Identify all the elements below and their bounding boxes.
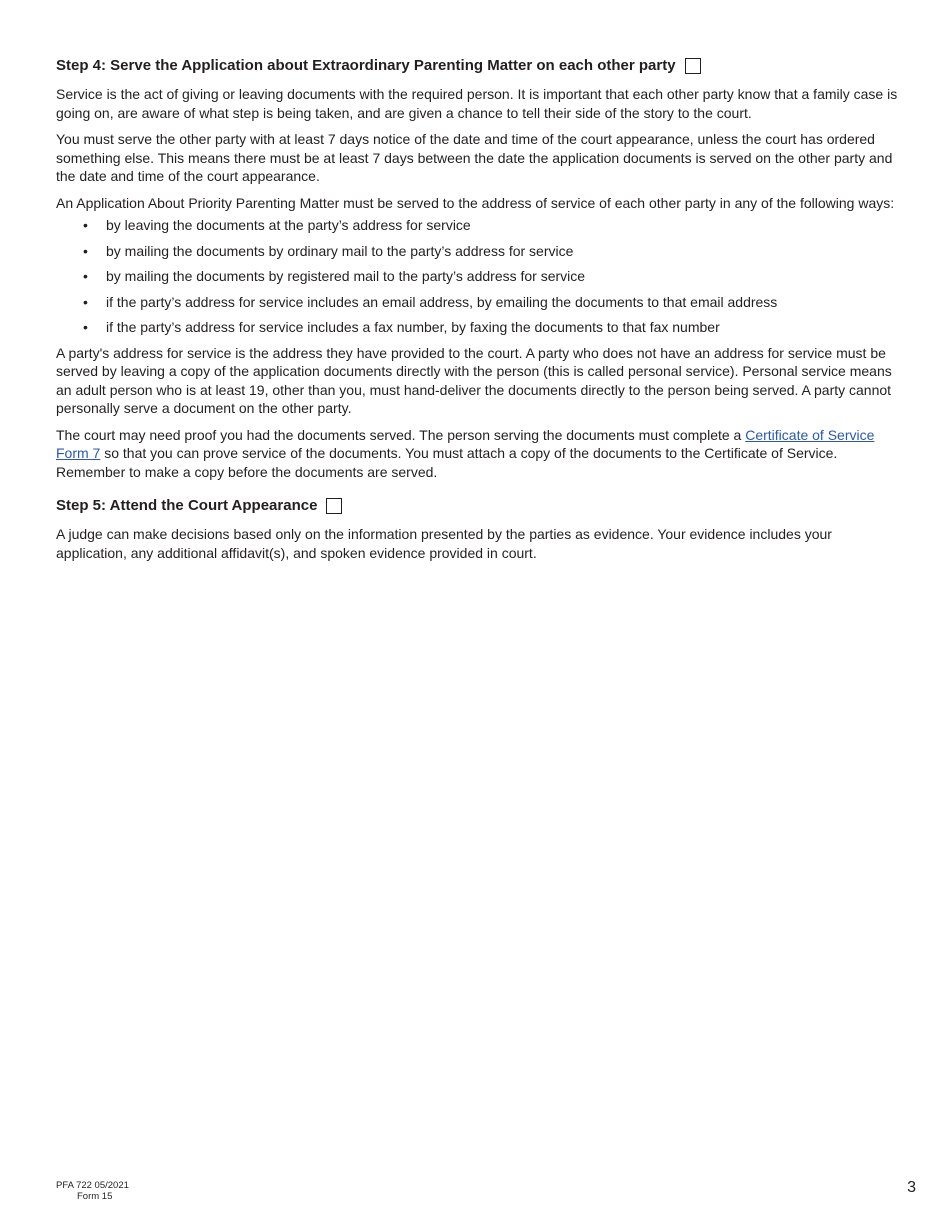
step5-checkbox[interactable] — [326, 498, 342, 514]
step4-paragraph-address-for-service: A party's address for service is the address they have provided to the court. A party who does not have an address for service must be served by leaving a copy of the application documents directly with the person (this is called personal service). Personal service means an adult person who is at least 19, other than you, must hand-deliver the documents directly to the person being served. A party cannot personally serve a document on the other party. — [56, 344, 892, 417]
step4-checkbox[interactable] — [685, 58, 701, 74]
certificate-of-service-link[interactable]: Certificate of Service Form 7 — [56, 426, 875, 462]
service-methods-list — [56, 216, 898, 336]
list-item-text: by mailing the documents by registered mail to the party’s address for service — [106, 268, 586, 285]
step4-paragraph-service-definition: Service is the act of giving or leaving documents with the required person. It is important that each other party know that a family case is going on, are aware of what step is being taken, and are given a chance to tell their side of the story to the court. — [56, 86, 898, 121]
form-code-footer — [56, 1180, 129, 1202]
list-item-text: if the party’s address for service includes an email address, by emailing the documents to that email address — [106, 293, 778, 310]
list-item — [56, 216, 898, 234]
step4-paragraph-proof-of-service — [56, 426, 898, 482]
list-item — [56, 293, 898, 311]
step5-heading-text: Step 5: Attend the Court Appearance — [56, 497, 318, 515]
bullet-icon: • — [83, 268, 88, 285]
bullet-icon: • — [83, 319, 88, 336]
list-item-text: if the party’s address for service includes a fax number, by faxing the documents to that fax number — [106, 319, 720, 336]
list-item — [56, 242, 898, 260]
step5-paragraph-evidence: A judge can make decisions based only on the information presented by the parties as evidence. Your evidence includes your application, any additional affidavit(s), and spoken evidence provided in court. — [56, 526, 832, 561]
page-number: 3 — [907, 1179, 916, 1196]
bullet-icon: • — [83, 217, 88, 233]
list-item — [56, 267, 898, 285]
bullet-icon: • — [83, 242, 88, 259]
list-item — [56, 318, 898, 336]
list-item-text: by mailing the documents by ordinary mail to the party’s address for service — [106, 242, 574, 259]
document-page — [56, 52, 898, 562]
step4-paragraph-notice-period: You must serve the other party with at least 7 days notice of the date and time of the court appearance, unless the court has ordered something else. This means there must be at least 7 days between the date the application documents is served on the other party and the date and time of the court appearance. — [56, 131, 893, 184]
step4-heading-text: Step 4: Serve the Application about Extraordinary Parenting Matter on each other party — [56, 57, 676, 74]
step4-heading — [56, 55, 898, 77]
proof-text-after: so that you can prove service of the documents. You must attach a copy of the documents to the Certificate of Service. Remember to make a copy before the documents are served. — [56, 445, 838, 480]
form-code: PFA 722 05/2021 — [56, 1180, 129, 1191]
step4-paragraph-service-ways: An Application About Priority Parenting Matter must be served to the address of service of each other party in any of the following ways: — [56, 194, 895, 211]
bullet-icon: • — [83, 293, 88, 310]
form-number: Form 15 — [77, 1191, 113, 1202]
list-item-text: by leaving the documents at the party’s address for service — [106, 217, 471, 233]
step5-heading — [56, 495, 898, 517]
proof-text-before: The court may need proof you had the documents served. The person serving the documents must complete a — [56, 426, 746, 443]
